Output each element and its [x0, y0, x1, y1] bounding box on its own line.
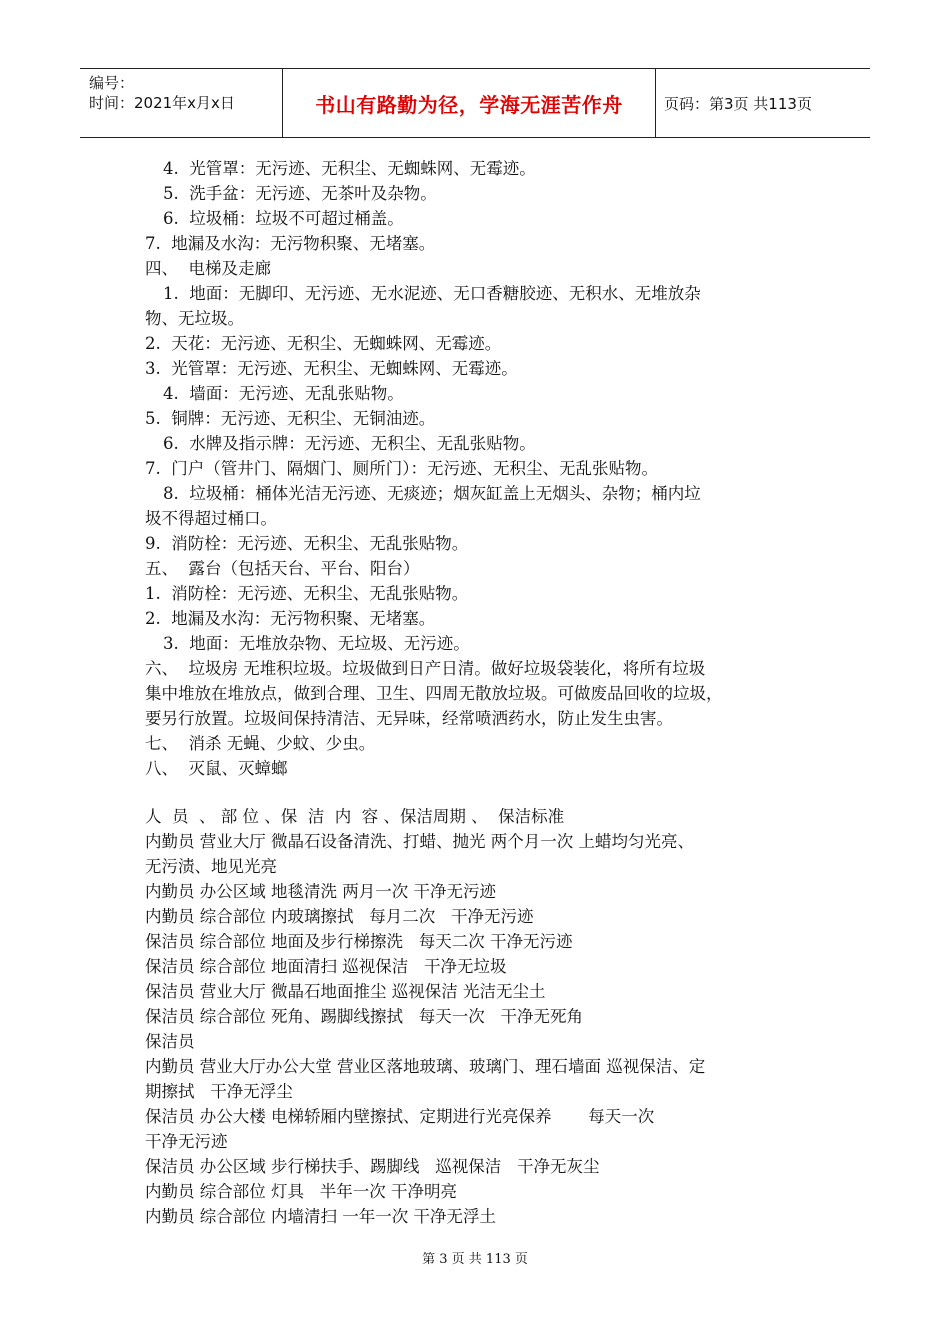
- table-row: 内勤员 综合部位 内墙清扫 一年一次 干净无浮土: [145, 1207, 496, 1226]
- body-line: 5. 洗手盆：无污迹、无茶叶及杂物。: [163, 184, 437, 203]
- header-page-info: 页码：第3页 共113页: [664, 94, 812, 113]
- footer-page-number: 第 3 页 共 113 页: [422, 1252, 528, 1267]
- body-line: 6. 垃圾桶：垃圾不可超过桶盖。: [163, 209, 404, 228]
- body-line: 1. 地面：无脚印、无污迹、无水泥迹、无口香糖胶迹、无积水、无堆放杂: [163, 284, 701, 303]
- table-header-row: 人 员 、 部 位 、保 洁 内 容 、保洁周期 、 保洁标准: [145, 807, 565, 826]
- section-heading: 六、 垃圾房 无堆积垃圾。垃圾做到日产日清。做好垃圾袋装化，将所有垃圾: [145, 659, 706, 678]
- table-row: 干净无污迹: [145, 1132, 228, 1151]
- table-row: 期擦拭 干净无浮尘: [145, 1082, 293, 1101]
- table-row: 保洁员 综合部位 死角、踢脚线擦拭 每天一次 干净无死角: [145, 1007, 583, 1026]
- table-row: 内勤员 综合部位 灯具 半年一次 干净明亮: [145, 1182, 457, 1201]
- page-footer: [0, 1248, 950, 1267]
- document-time: 时间：2021年x月x日: [89, 94, 235, 112]
- table-row: 内勤员 营业大厅 微晶石设备清洗、打蜡、抛光 两个月一次 上蜡均匀光亮、: [145, 832, 694, 851]
- table-row: 保洁员 综合部位 地面及步行梯擦洗 每天二次 干净无污迹: [145, 932, 573, 951]
- table-row: 保洁员 办公大楼 电梯轿厢内壁擦拭、定期进行光亮保养 每天一次: [145, 1107, 655, 1126]
- body-line: 5. 铜牌：无污迹、无积尘、无铜油迹。: [145, 409, 436, 428]
- body-line: 4. 墙面：无污迹、无乱张贴物。: [163, 384, 404, 403]
- body-line: 2. 地漏及水沟：无污物积聚、无堵塞。: [145, 609, 436, 628]
- header-motto: 书山有路勤为径，学海无涯苦作舟: [283, 69, 656, 137]
- section-heading: 四、 电梯及走廊: [145, 259, 271, 278]
- body-line: 4. 光管罩：无污迹、无积尘、无蜘蛛网、无霉迹。: [163, 159, 536, 178]
- table-row: 无污渍、地见光亮: [145, 857, 277, 876]
- table-row: 保洁员 营业大厅 微晶石地面推尘 巡视保洁 光洁无尘土: [145, 982, 546, 1001]
- body-line: 3. 地面：无堆放杂物、无垃圾、无污迹。: [163, 634, 470, 653]
- table-row: 保洁员 办公区域 步行梯扶手、踢脚线 巡视保洁 干净无灰尘: [145, 1157, 600, 1176]
- body-line: 2. 天花：无污迹、无积尘、无蜘蛛网、无霉迹。: [145, 334, 502, 353]
- body-line: 7. 门户（管井门、隔烟门、厕所门）：无污迹、无积尘、无乱张贴物。: [145, 459, 658, 478]
- table-row: 内勤员 综合部位 内玻璃擦拭 每月二次 干净无污迹: [145, 907, 534, 926]
- section-heading: 八、 灭鼠、灭蟑螂: [145, 759, 288, 778]
- table-row: 保洁员 综合部位 地面清扫 巡视保洁 干净无垃圾: [145, 957, 507, 976]
- document-number: 编号：: [89, 74, 135, 92]
- body-line: 7. 地漏及水沟：无污物积聚、无堵塞。: [145, 234, 436, 253]
- body-line: 1. 消防栓：无污迹、无积尘、无乱张贴物。: [145, 584, 469, 603]
- table-row: 内勤员 营业大厅办公大堂 营业区落地玻璃、玻璃门、理石墙面 巡视保洁、定: [145, 1057, 706, 1076]
- section-heading: 七、 消杀 无蝇、少蚊、少虫。: [145, 734, 376, 753]
- section-heading: 五、 露台（包括天台、平台、阳台）: [145, 559, 420, 578]
- body-line: 物、无垃圾。: [145, 309, 244, 328]
- page-header: [80, 68, 870, 138]
- table-row: 保洁员: [145, 1032, 195, 1051]
- body-line: 9. 消防栓：无污迹、无积尘、无乱张贴物。: [145, 534, 469, 553]
- table-row: 内勤员 办公区域 地毯清洗 两月一次 干净无污迹: [145, 882, 496, 901]
- header-meta: [80, 69, 283, 137]
- body-line: 3. 光管罩：无污迹、无积尘、无蜘蛛网、无霉迹。: [145, 359, 518, 378]
- body-line: 8. 垃圾桶：桶体光洁无污迹、无痰迹；烟灰缸盖上无烟头、杂物；桶内垃: [163, 484, 701, 503]
- body-line: 要另行放置。垃圾间保持清洁、无异味，经常喷洒药水，防止发生虫害。: [145, 709, 673, 728]
- body-line: 圾不得超过桶口。: [145, 509, 277, 528]
- body-line: 集中堆放在堆放点，做到合理、卫生、四周无散放垃圾。可做废品回收的垃圾，: [145, 684, 723, 703]
- body-line: 6. 水牌及指示牌：无污迹、无积尘、无乱张贴物。: [163, 434, 536, 453]
